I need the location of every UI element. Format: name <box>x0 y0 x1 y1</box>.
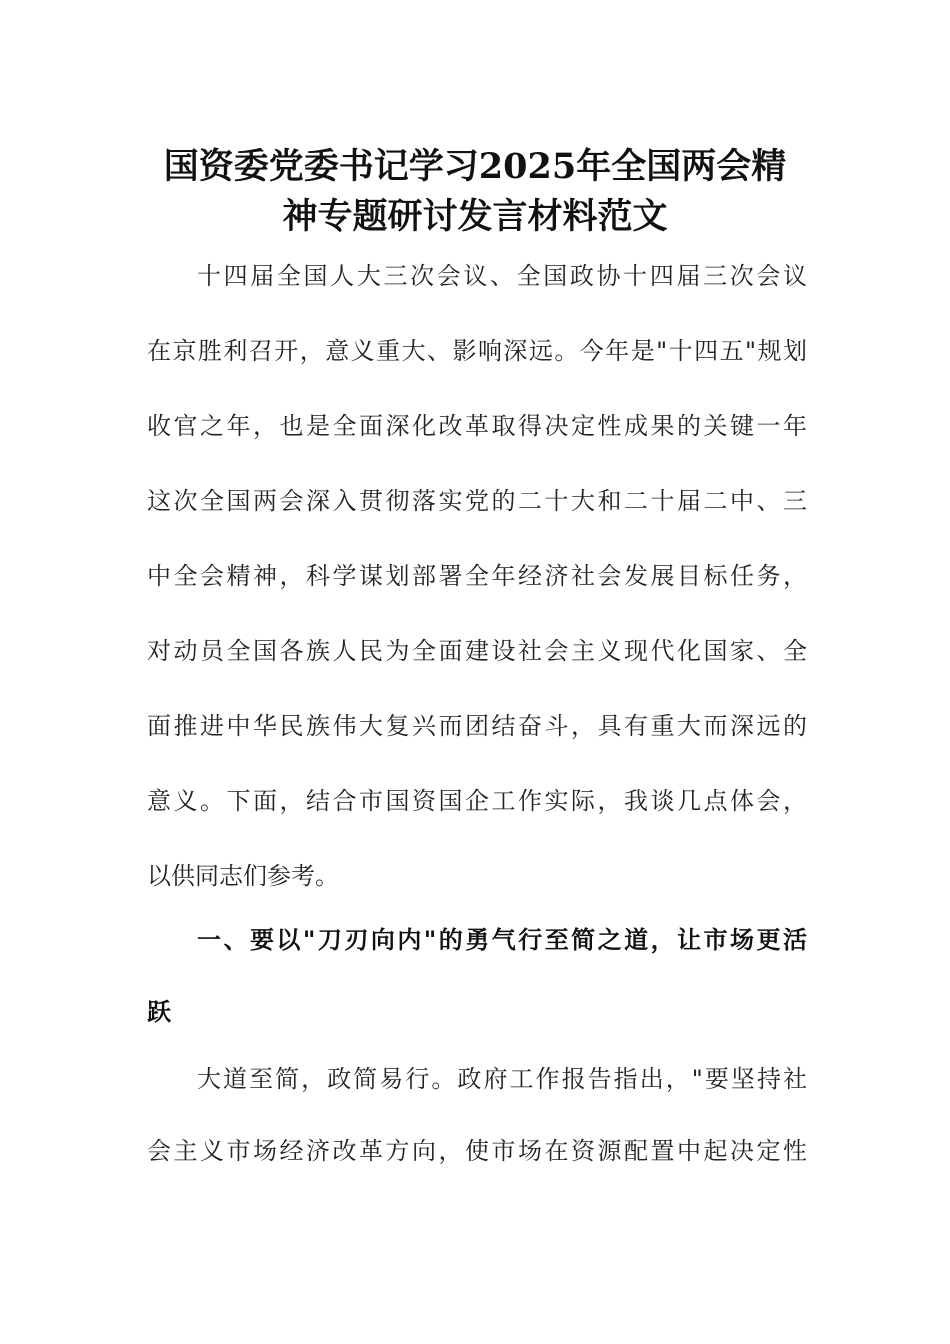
intro-paragraph-line-7: 面推进中华民族伟大复兴而团结奋斗，具有重大而深远的 <box>147 712 807 740</box>
section-body-line-1: 大道至简，政简易行。政府工作报告指出，"要坚持社 <box>197 1065 807 1093</box>
document-title-line-1: 国资委党委书记学习2025年全国两会精 <box>163 146 787 187</box>
intro-paragraph-line-2: 在京胜利召开，意义重大、影响深远。今年是"十四五"规划 <box>147 337 807 365</box>
intro-paragraph-line-9: 以供同志们参考。 <box>147 862 339 890</box>
intro-paragraph-line-8: 意义。下面，结合市国资国企工作实际，我谈几点体会， <box>147 787 807 815</box>
intro-paragraph-line-5: 中全会精神，科学谋划部署全年经济社会发展目标任务， <box>147 562 807 590</box>
section-body-line-2: 会主义市场经济改革方向，使市场在资源配置中起决定性 <box>147 1137 807 1165</box>
intro-paragraph-line-3: 收官之年，也是全面深化改革取得决定性成果的关键一年 <box>147 412 807 440</box>
intro-paragraph-line-4: 这次全国两会深入贯彻落实党的二十大和二十届二中、三 <box>147 487 807 515</box>
document-title-line-2: 神专题研讨发言材料范文 <box>282 196 668 237</box>
intro-paragraph-line-1: 十四届全国人大三次会议、全国政协十四届三次会议 <box>197 262 807 290</box>
intro-paragraph-line-6: 对动员全国各族人民为全面建设社会主义现代化国家、全 <box>147 637 807 665</box>
section-heading-line-1: 一、要以"刀刃向内"的勇气行至简之道，让市场更活 <box>197 926 807 954</box>
section-heading-line-2: 跃 <box>147 998 171 1026</box>
